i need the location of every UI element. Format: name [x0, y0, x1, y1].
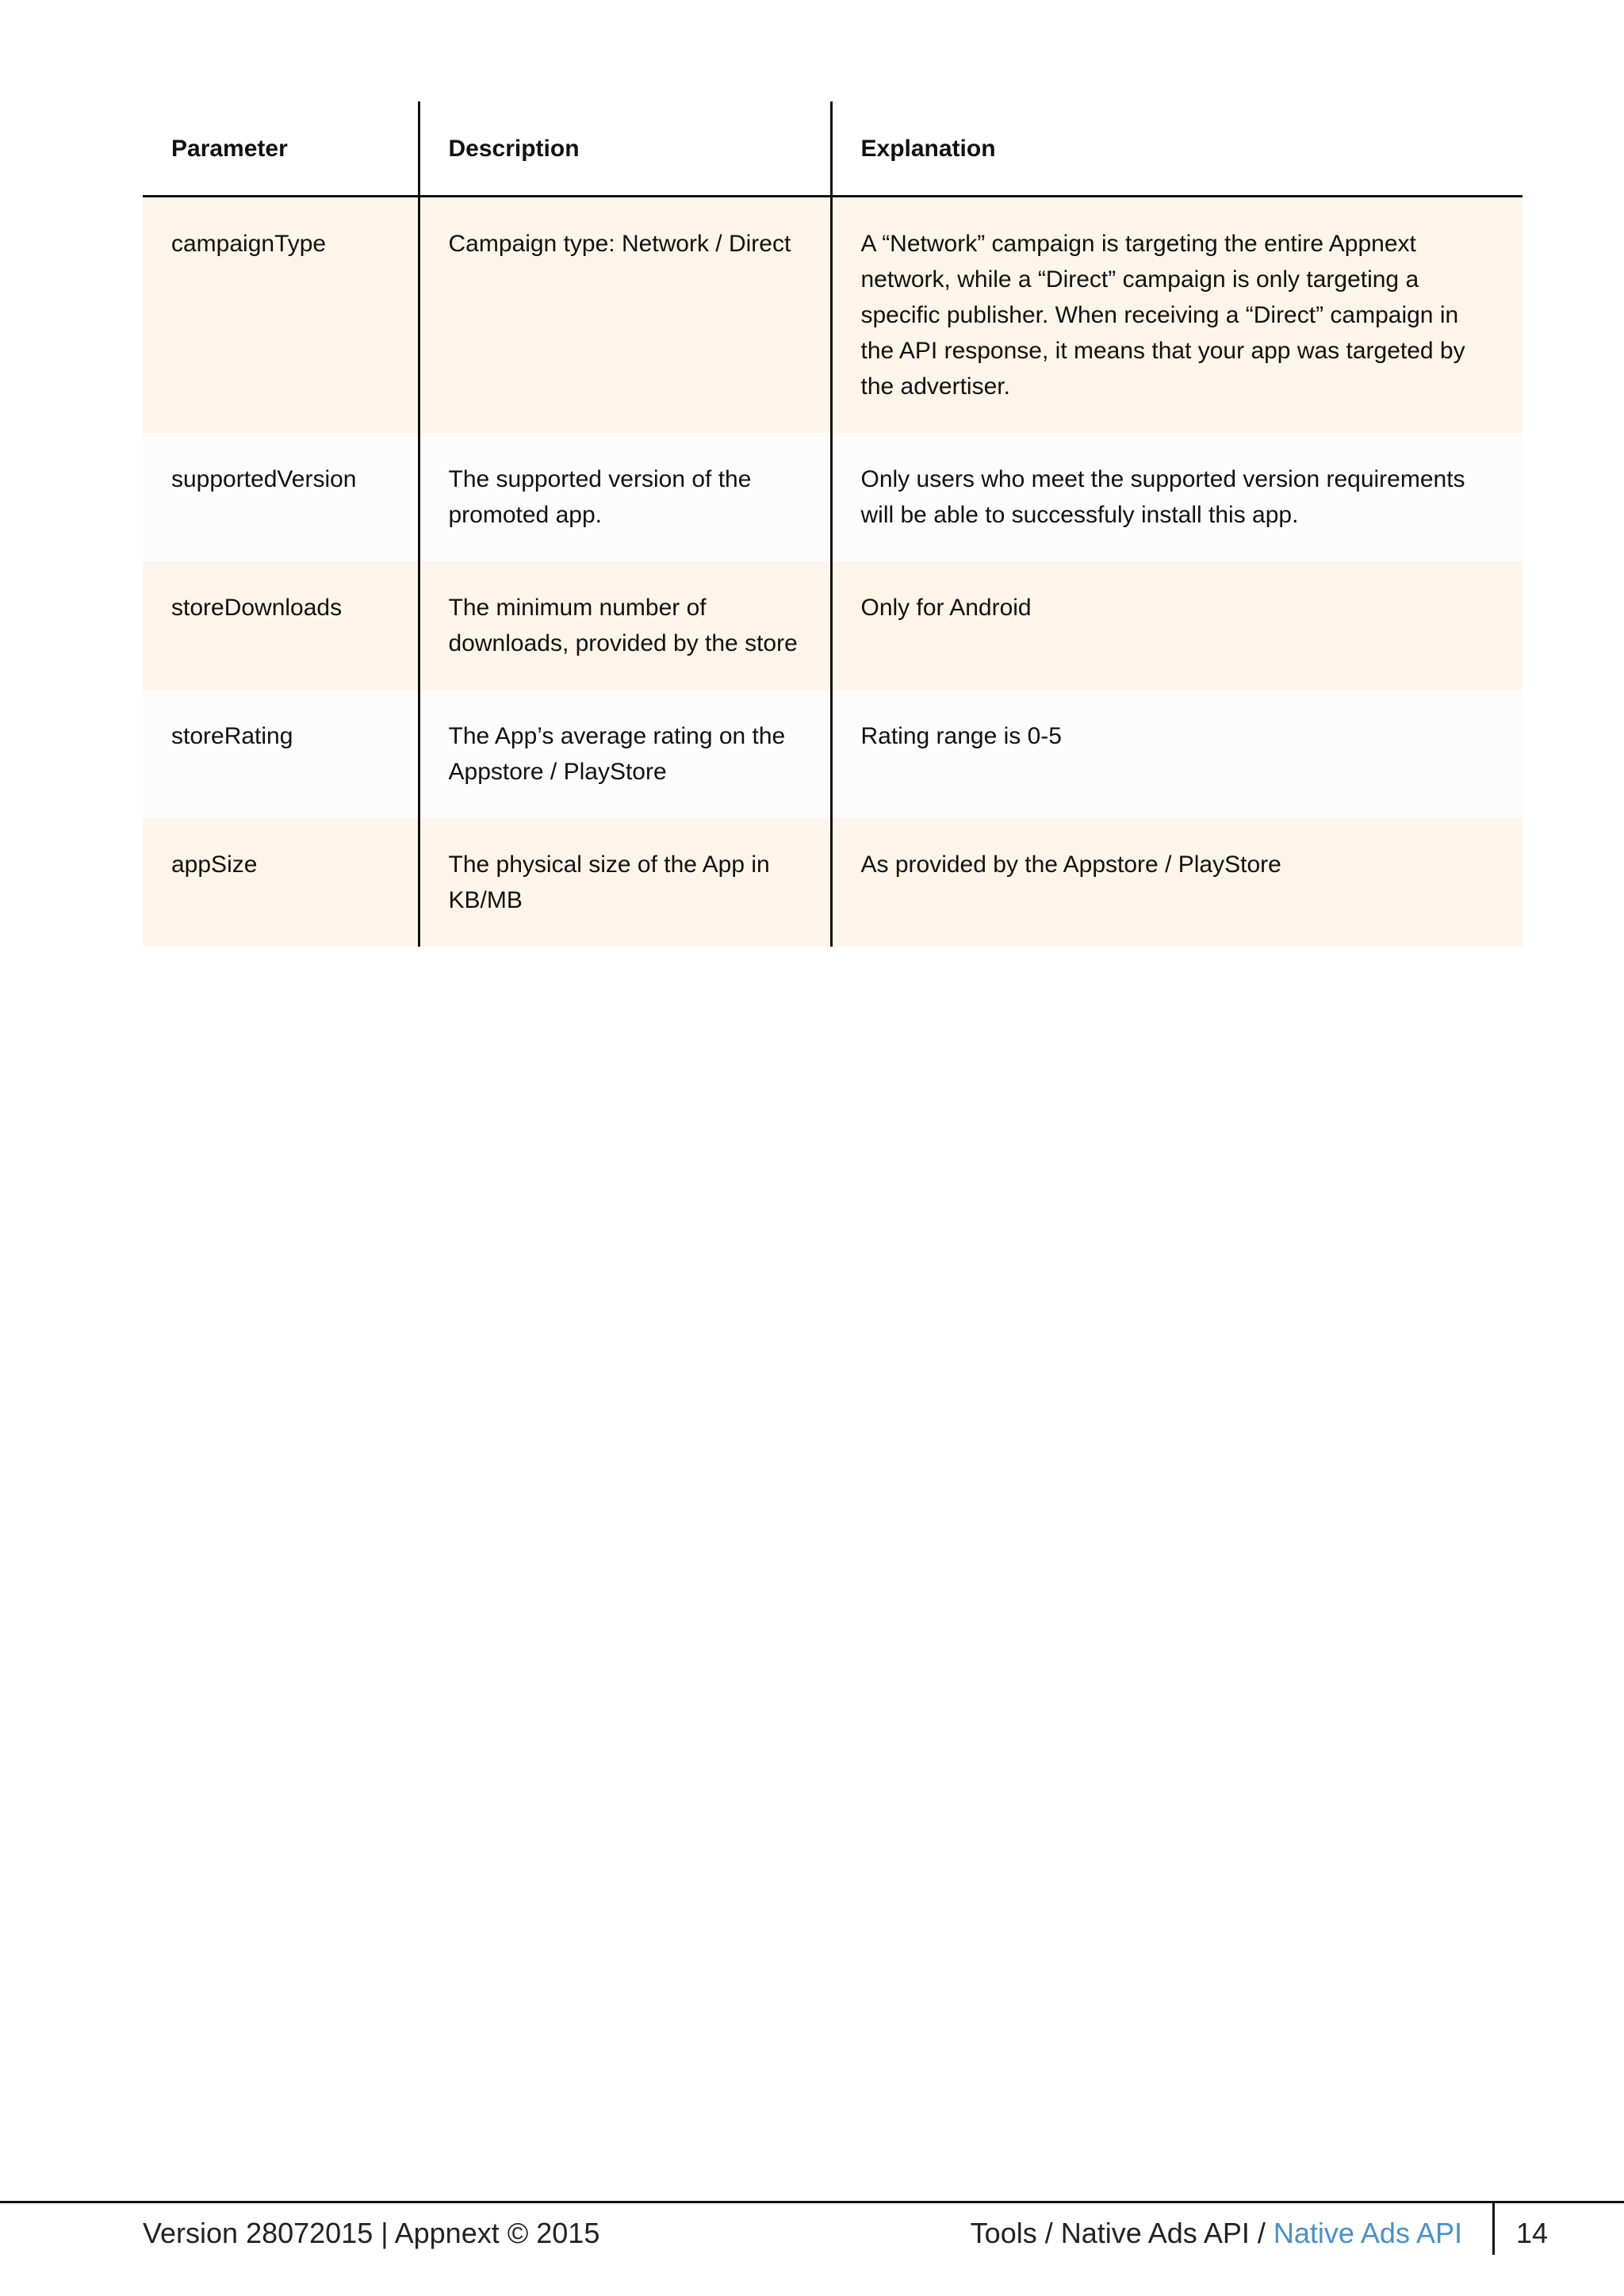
footer-breadcrumb — [971, 2215, 1462, 2252]
cell-parameter: appSize — [143, 818, 419, 947]
table-row — [143, 433, 1522, 561]
cell-description: The supported version of the promoted app. — [419, 433, 831, 561]
cell-explanation: Only for Android — [831, 561, 1522, 690]
table-row — [143, 561, 1522, 690]
cell-description: The physical size of the App in KB/MB — [419, 818, 831, 947]
cell-description: Campaign type: Network / Direct — [419, 197, 831, 434]
header-explanation: Explanation — [831, 101, 1522, 197]
cell-parameter: supportedVersion — [143, 433, 419, 561]
footer-breadcrumb-text: Tools / Native Ads API / — [970, 2217, 1274, 2249]
cell-explanation: As provided by the Appstore / PlayStore — [831, 818, 1522, 947]
footer-separator — [1492, 2202, 1495, 2255]
cell-explanation: A “Network” campaign is targeting the entire Appnext network, while a “Direct” campaign is only targeting a specific publisher. When receiving a “Direct” campaign in the API response, it means that your app was targeted by the advertiser. — [831, 197, 1522, 434]
cell-parameter: campaignType — [143, 197, 419, 434]
header-parameter: Parameter — [143, 101, 419, 197]
cell-parameter: storeDownloads — [143, 561, 419, 690]
cell-explanation: Only users who meet the supported version requirements will be able to successfuly install this app. — [831, 433, 1522, 561]
footer-breadcrumb-link[interactable]: Native Ads API — [1273, 2217, 1462, 2249]
header-description: Description — [419, 101, 831, 197]
footer-divider — [0, 2201, 1624, 2203]
cell-explanation: Rating range is 0-5 — [831, 690, 1522, 818]
table-row — [143, 197, 1522, 434]
table-header-row — [143, 101, 1522, 197]
parameters-table — [143, 101, 1522, 947]
page-number: 14 — [1516, 2217, 1549, 2249]
table-row — [143, 818, 1522, 947]
cell-parameter: storeRating — [143, 690, 419, 818]
footer-version: Version 28072015 | Appnext © 2015 — [143, 2217, 600, 2249]
cell-description: The App’s average rating on the Appstore / PlayStore — [419, 690, 831, 818]
cell-description: The minimum number of downloads, provided by the store — [419, 561, 831, 690]
table-row — [143, 690, 1522, 818]
